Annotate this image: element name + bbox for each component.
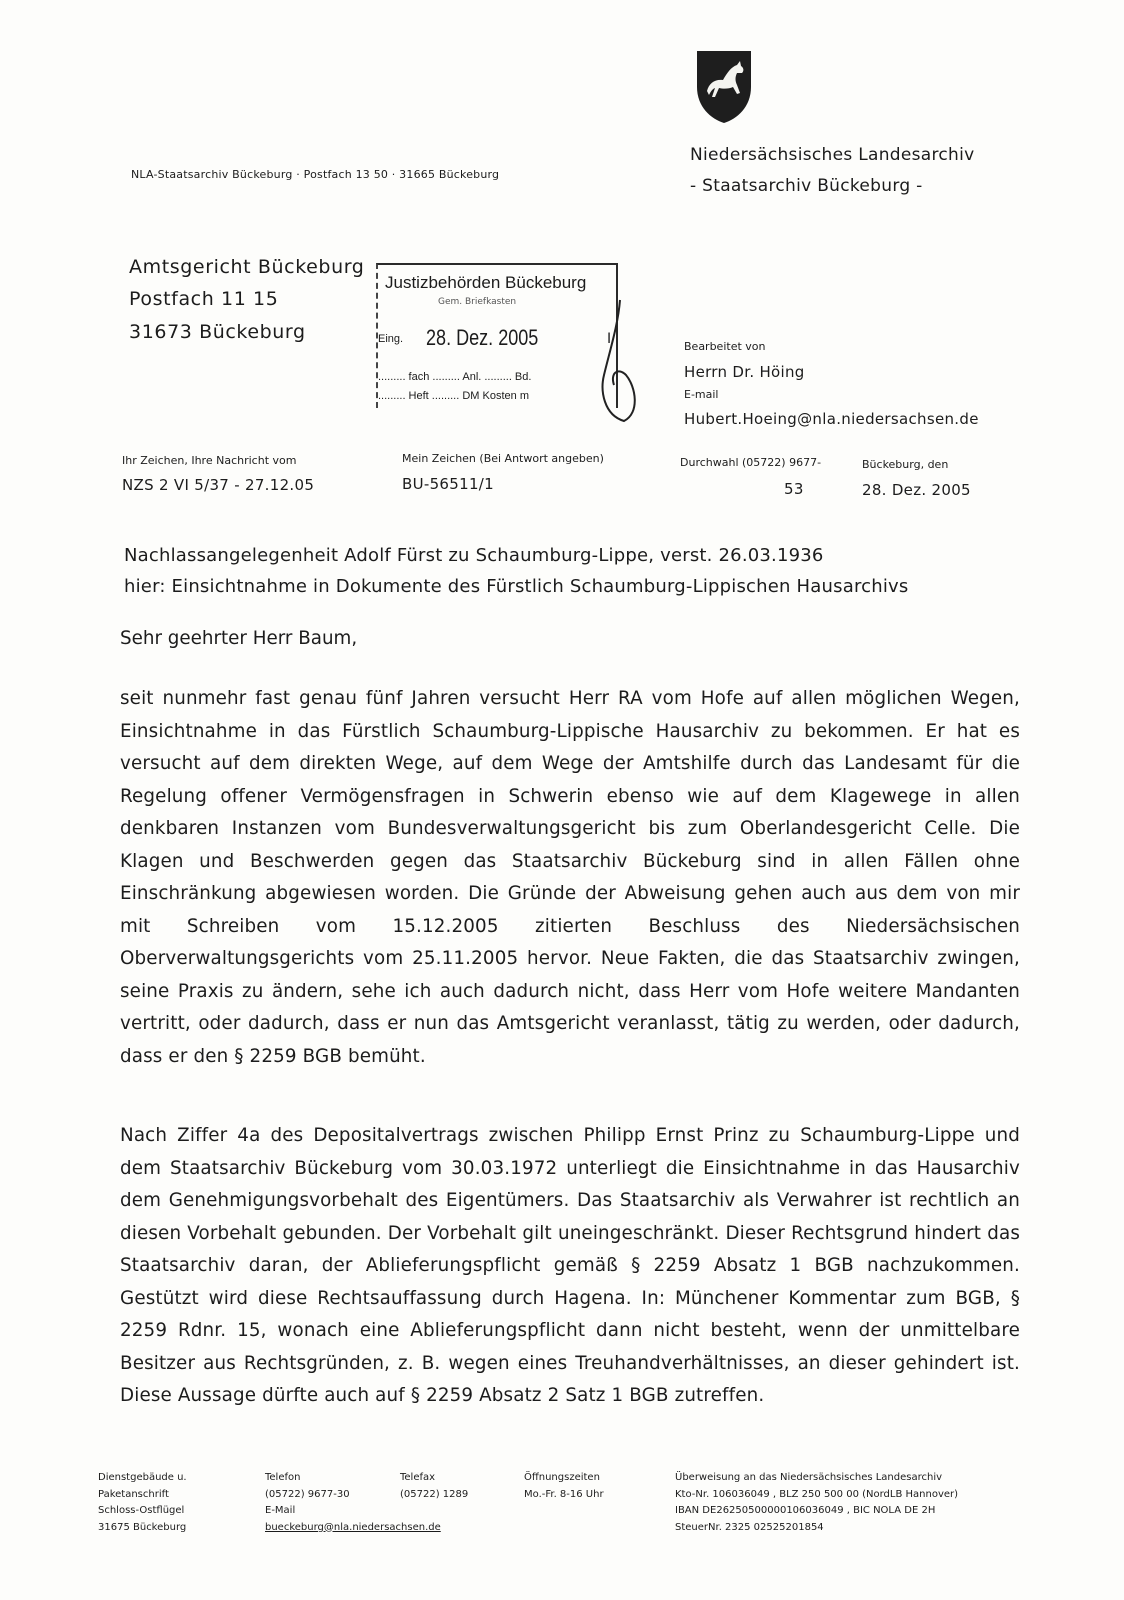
org-name: Niedersächsisches Landesarchiv — [690, 145, 975, 165]
footer-fax-label: Telefax — [400, 1472, 436, 1483]
stamp-title: Justizbehörden Bückeburg — [385, 273, 587, 292]
stamp-row1: ......... fach ......... Anl. ......... Bd. — [378, 371, 532, 383]
stamp-row2: ......... Heft ......... DM Kosten m — [378, 390, 529, 402]
stamp-eing-label: Eing. — [378, 333, 404, 345]
footer-bank-line: Kto-Nr. 106036049 , BLZ 250 500 00 (NordLB Hannover) — [675, 1488, 959, 1500]
extension-label: Durchwahl (05722) 9677- — [680, 456, 822, 469]
footer-email: bueckeburg@nla.niedersachsen.de — [265, 1521, 441, 1533]
place-date-label: Bückeburg, den — [862, 458, 949, 471]
my-ref-label: Mein Zeichen (Bei Antwort angeben) — [402, 452, 604, 465]
footer-bank — [675, 1470, 958, 1536]
recipient-name: Amtsgericht Bückeburg — [129, 256, 365, 278]
received-stamp — [376, 263, 618, 408]
sender-return-address: NLA-Staatsarchiv Bückeburg · Postfach 13 50 · 31665 Bückeburg — [131, 168, 500, 181]
footer-address-line: Schloss-Ostflügel — [98, 1505, 185, 1516]
your-ref: NZS 2 VI 5/37 - 27.12.05 — [122, 476, 315, 494]
footer-hours — [524, 1470, 604, 1503]
recipient-city: 31673 Bückeburg — [129, 321, 306, 343]
body-paragraph-1: seit nunmehr fast genau fünf Jahren versucht Herr RA vom Hofe auf allen möglichen Wegen, Einsichtnahme in das Fürstlich Schaumburg-Lippische Hausarchiv zu bekommen. Er hat es versucht auf dem direkten Wege, auf dem Wege der Amtshilfe durch das Landesamt für die Regelung offener Vermögensfragen in Schwerin ebenso wie auf dem Klagewege in allen denkbaren Instanzen vom Bundesverwaltungsgericht bis zum Oberlandesgericht Celle. Die Klagen und Beschwerden gegen das Staatsarchiv Bückeburg sind in allen Fällen ohne Einschränkung abgewiesen worden. Die Gründe der Abweisung gehen auch aus dem von mir mit Schreiben vom 15.12.2005 zitierten Beschluss des Niedersächsischen Oberverwaltungsgerichts vom 25.11.2005 hervor. Neue Fakten, die das Staatsarchiv zwingen, seine Praxis zu ändern, sehe ich auch dadurch nicht, dass Herr vom Hofe weitere Mandanten vertritt, oder dadurch, dass er nun das Amtsgericht veranlasst, tätig zu werden, oder dadurch, dass er den § 2259 BGB bemüht. — [120, 688, 1020, 1067]
footer-phone-label: Telefon — [265, 1472, 301, 1483]
email-label: E-mail — [684, 388, 719, 401]
footer-address — [98, 1470, 187, 1536]
salutation: Sehr geehrter Herr Baum, — [120, 628, 358, 649]
footer-fax — [400, 1470, 468, 1503]
footer-address-line: Dienstgebäude u. — [98, 1472, 187, 1483]
body-paragraph-2: Nach Ziffer 4a des Depositalvertrags zwischen Philipp Ernst Prinz zu Schaumburg-Lippe und dem Staatsarchiv Bückeburg vom 30.03.1972 unterliegt die Einsichtnahme in das Hausarchiv dem Genehmigungsvorbehalt des Eigentümers. Das Staatsarchiv als Verwahrer ist rechtlich an diesen Vorbehalt gebunden. Der Vorbehalt gilt uneingeschränkt. Dieser Rechtsgrund hindert das Staatsarchiv daran, der Ablieferungspflicht gemäß § 2259 Absatz 1 BGB nachzukommen. Gestützt wird diese Rechtsauffassung durch Hagena. In: Münchener Kommentar zum BGB, § 2259 Rdnr. 15, wonach eine Ablieferungspflicht dann nicht besteht, wenn der unmittelbare Besitzer aus Rechtsgründen, z. B. wegen eines Treuhandverhältnisses, an dieser gehindert ist. Diese Aussage dürfte auch auf § 2259 Absatz 2 Satz 1 BGB zutreffen. — [120, 1125, 1020, 1406]
handler-name: Herrn Dr. Höing — [684, 363, 805, 381]
recipient-postbox: Postfach 11 15 — [129, 288, 279, 310]
footer-hours-value: Mo.-Fr. 8-16 Uhr — [524, 1488, 604, 1500]
your-ref-label: Ihr Zeichen, Ihre Nachricht vom — [122, 454, 297, 467]
stamp-numeral: I — [607, 331, 612, 347]
footer-bank-line: IBAN DE26250500000106036049 , BIC NOLA DE 2H — [675, 1505, 936, 1516]
footer-phone-number: (05722) 9677-30 — [265, 1488, 350, 1500]
stamp-date: 28. Dez. 2005 — [426, 325, 539, 350]
stamp-subtitle: Gem. Briefkasten — [438, 297, 517, 307]
lower-saxony-horse-logo — [693, 47, 755, 125]
handler-label: Bearbeitet von — [684, 340, 766, 353]
subject-line2: hier: Einsichtnahme in Dokumente des Fürstlich Schaumburg-Lippischen Hausarchivs — [124, 576, 909, 597]
footer-fax-number: (05722) 1289 — [400, 1488, 469, 1500]
handler-email: Hubert.Hoeing@nla.niedersachsen.de — [684, 410, 979, 428]
footer-bank-line: SteuerNr. 2325 02525201854 — [675, 1521, 824, 1533]
footer-email-label: E-Mail — [265, 1505, 296, 1516]
footer-address-line: 31675 Bückeburg — [98, 1521, 187, 1533]
handwritten-initial — [590, 295, 650, 435]
org-subname: - Staatsarchiv Bückeburg - — [690, 176, 923, 196]
footer-bank-line: Überweisung an das Niedersächsisches Landesarchiv — [675, 1472, 943, 1483]
footer-address-line: Paketanschrift — [98, 1488, 169, 1500]
extension: 53 — [784, 480, 804, 498]
footer-hours-label: Öffnungszeiten — [524, 1472, 600, 1483]
subject-line1: Nachlassangelegenheit Adolf Fürst zu Schaumburg-Lippe, verst. 26.03.1936 — [124, 545, 824, 566]
letter-date: 28. Dez. 2005 — [862, 481, 971, 499]
my-ref: BU-56511/1 — [402, 475, 494, 493]
